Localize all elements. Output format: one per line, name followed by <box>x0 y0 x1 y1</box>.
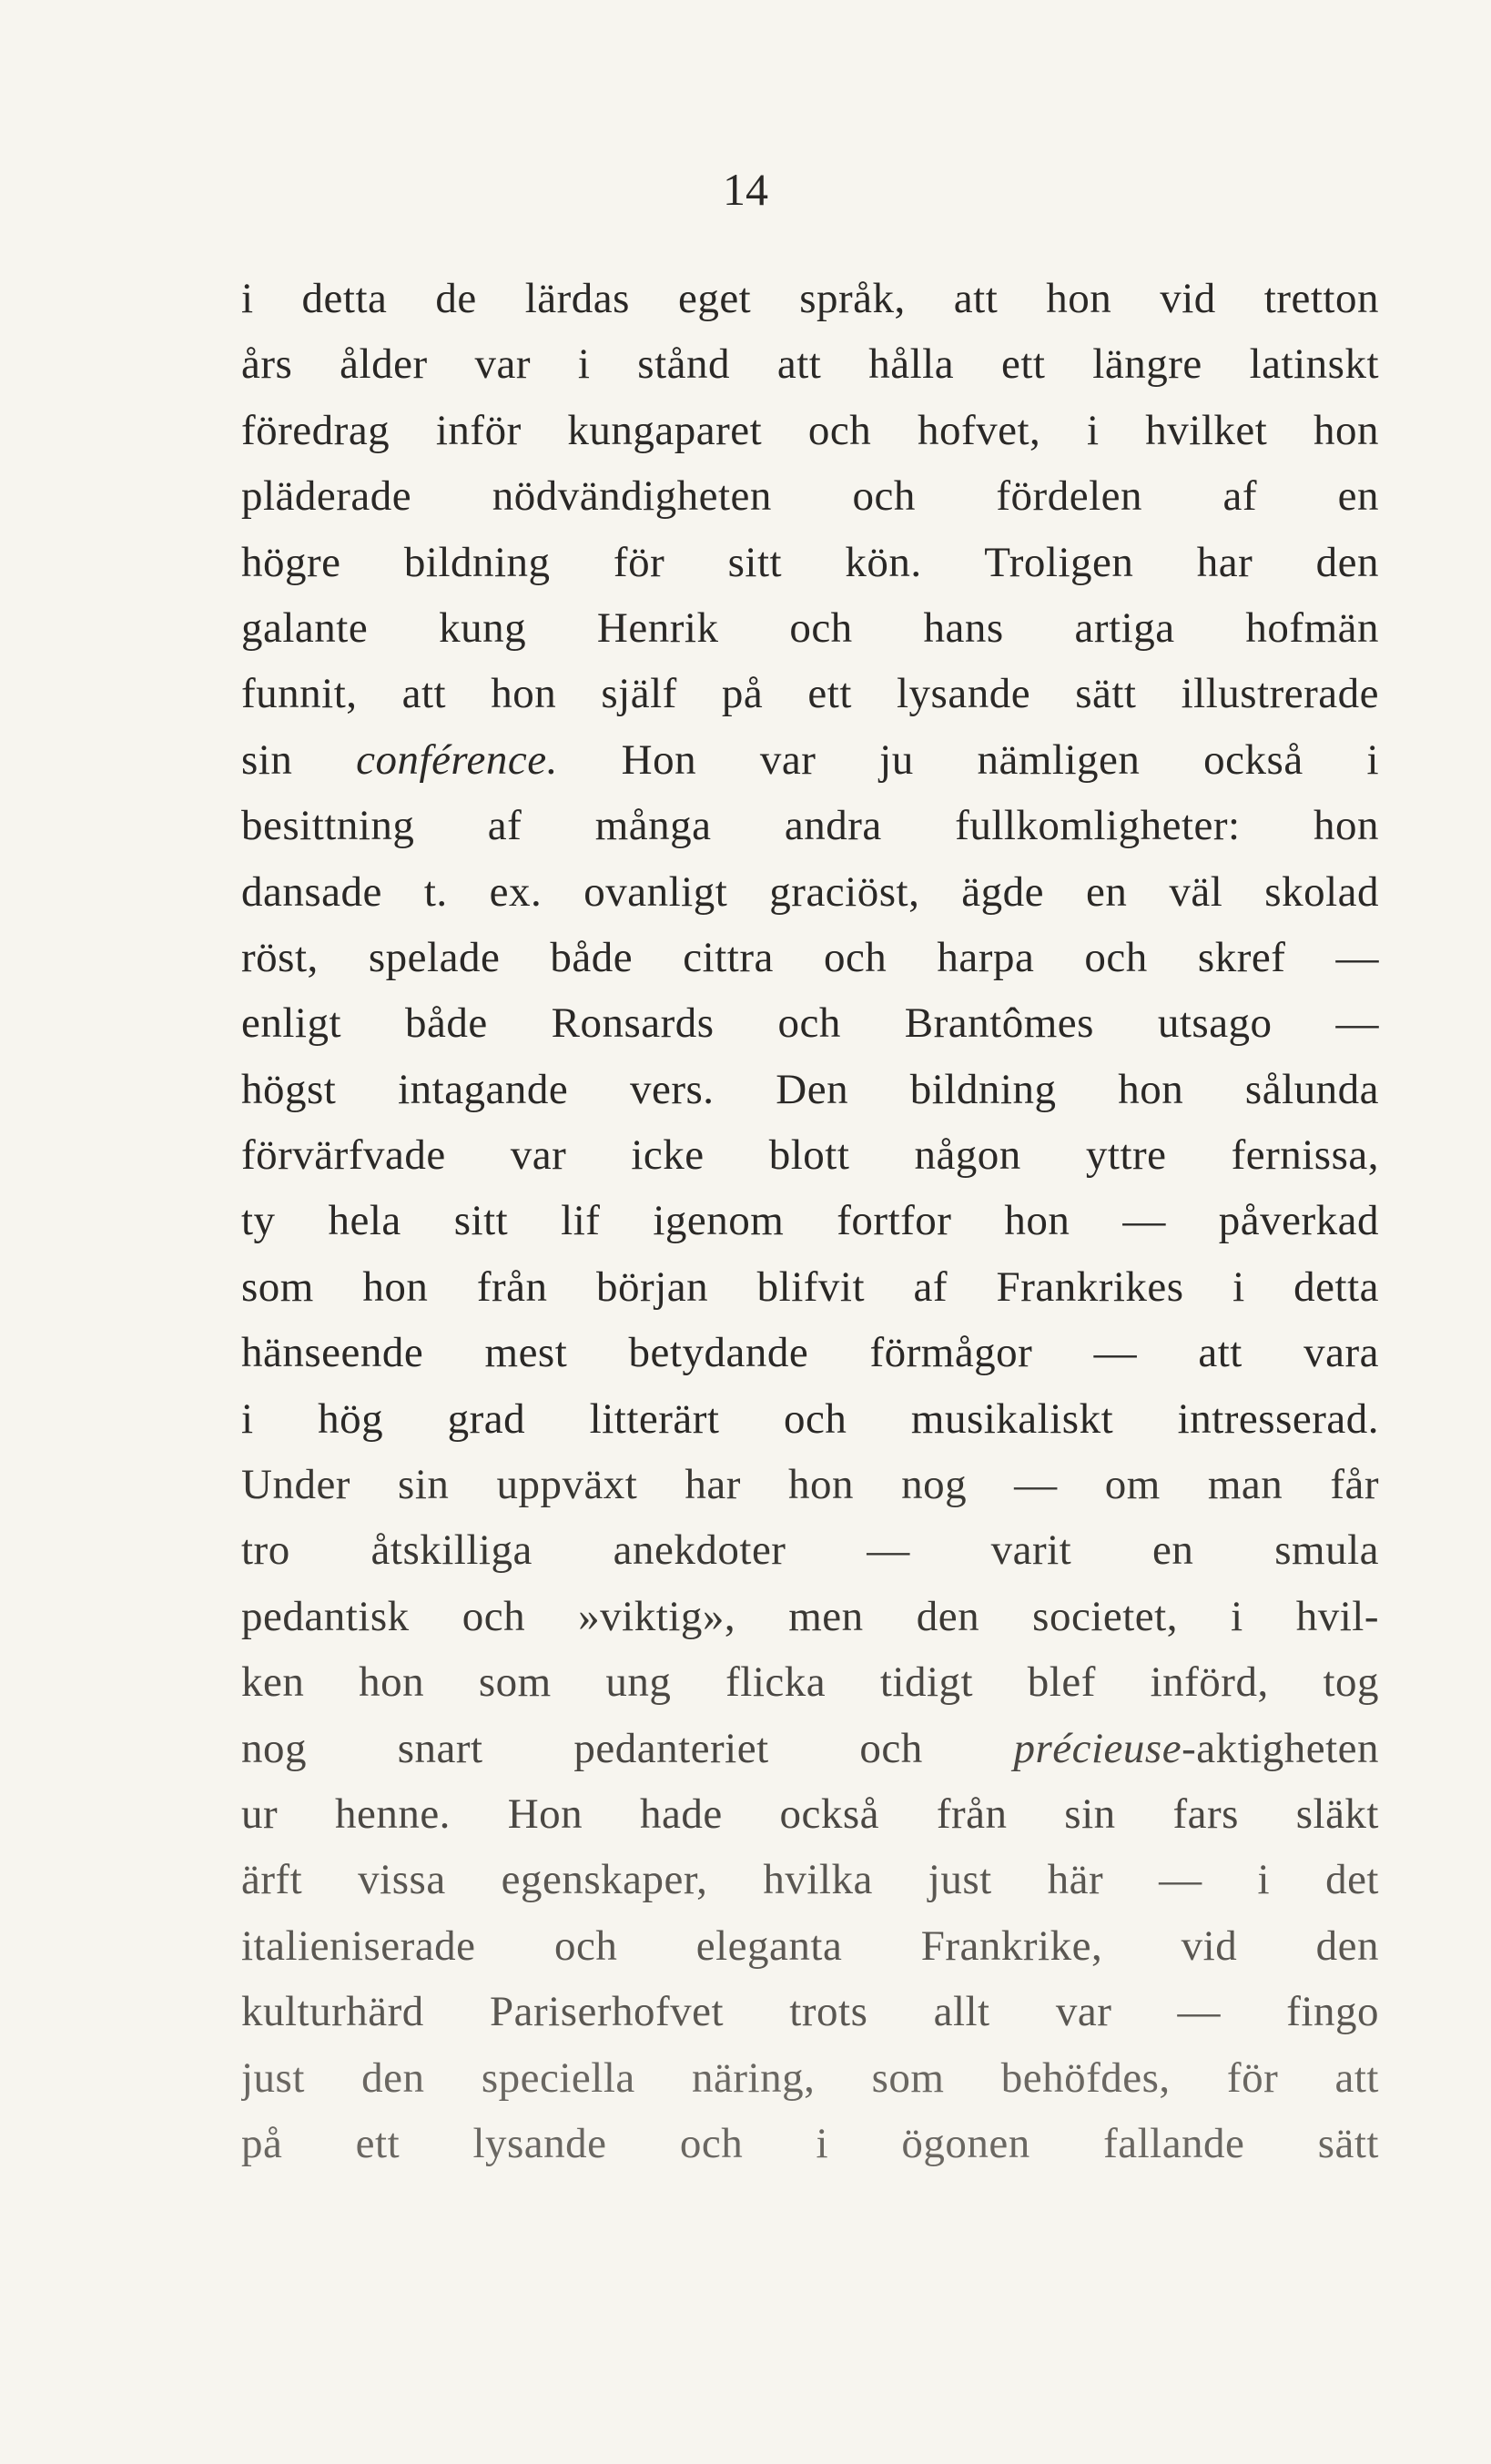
line-8-prefix: sin <box>241 735 293 784</box>
text-line-10: dansade t. ex. ovanligt graciöst, ägde en väl skolad <box>241 867 1379 916</box>
text-line-27: kulturhärd Pariserhofvet trots allt var — fingo <box>241 1988 1379 2036</box>
text-line-12: enligt både Ronsards och Brantômes utsago — <box>241 999 1379 1048</box>
line-23-suffix: -aktigheten <box>1182 1724 1379 1772</box>
text-line-26: italieniserade och eleganta Frankrike, vid den <box>241 1922 1379 1970</box>
text-line-9: besittning af många andra fullkomligheter: hon <box>241 802 1379 850</box>
italic-term-conference: conférence. <box>356 735 558 784</box>
text-line-16: som hon från början blifvit af Frankrikes i detta <box>241 1262 1379 1311</box>
text-line-5: högre bildning för sitt kön. Troligen har den <box>241 538 1379 586</box>
text-line-17: hänseende mest betydande förmågor — att vara <box>241 1329 1379 1377</box>
text-line-11: röst, spelade både cittra och harpa och skref — <box>241 933 1379 981</box>
body-text <box>241 266 1379 2176</box>
line-23-prefix: nog snart pedanteriet och <box>241 1724 923 1772</box>
text-line-6: galante kung Henrik och hans artiga hofmän <box>241 603 1379 652</box>
text-line-13: högst intagande vers. Den bildning hon sålunda <box>241 1065 1379 1113</box>
text-line-22: ken hon som ung flicka tidigt blef införd, tog <box>241 1658 1379 1707</box>
page-number: 14 <box>723 164 768 215</box>
text-line-2: års ålder var i stånd att hålla ett längre latinskt <box>241 340 1379 389</box>
text-line-28: just den speciella näring, som behöfdes, för att <box>241 2053 1379 2102</box>
text-line-19: Under sin uppväxt har hon nog — om man får <box>241 1461 1379 1509</box>
line-8-rest: Hon var ju nämligen också i <box>621 735 1379 784</box>
text-line-21: pedantisk och »viktig», men den societet, i hvil- <box>241 1592 1379 1640</box>
text-line-7: funnit, att hon själf på ett lysande sätt illustrerade <box>241 670 1379 718</box>
text-line-18: i hög grad litterärt och musikaliskt intresserad. <box>241 1394 1379 1443</box>
text-line-24: ur henne. Hon hade också från sin fars släkt <box>241 1790 1379 1838</box>
text-line-1: i detta de lärdas eget språk, att hon vid tretton <box>241 275 1379 322</box>
text-line-29: på ett lysande och i ögonen fallande sätt <box>241 2119 1379 2167</box>
text-line-25: ärft vissa egenskaper, hvilka just här — i det <box>241 1856 1379 1904</box>
text-line-3: föredrag inför kungaparet och hofvet, i hvilket hon <box>241 406 1379 454</box>
text-line-8 <box>241 727 1379 793</box>
italic-term-precieuse: précieuse <box>1013 1724 1182 1772</box>
text-line-4: pläderade nödvändigheten och fördelen af en <box>241 472 1379 521</box>
text-line-20: tro åtskilliga anekdoter — varit en smula <box>241 1526 1379 1575</box>
text-line-15: ty hela sitt lif igenom fortfor hon — påverkad <box>241 1197 1379 1245</box>
text-line-14: förvärfvade var icke blott någon yttre fernissa, <box>241 1131 1379 1180</box>
text-line-23 <box>241 1716 1379 1781</box>
